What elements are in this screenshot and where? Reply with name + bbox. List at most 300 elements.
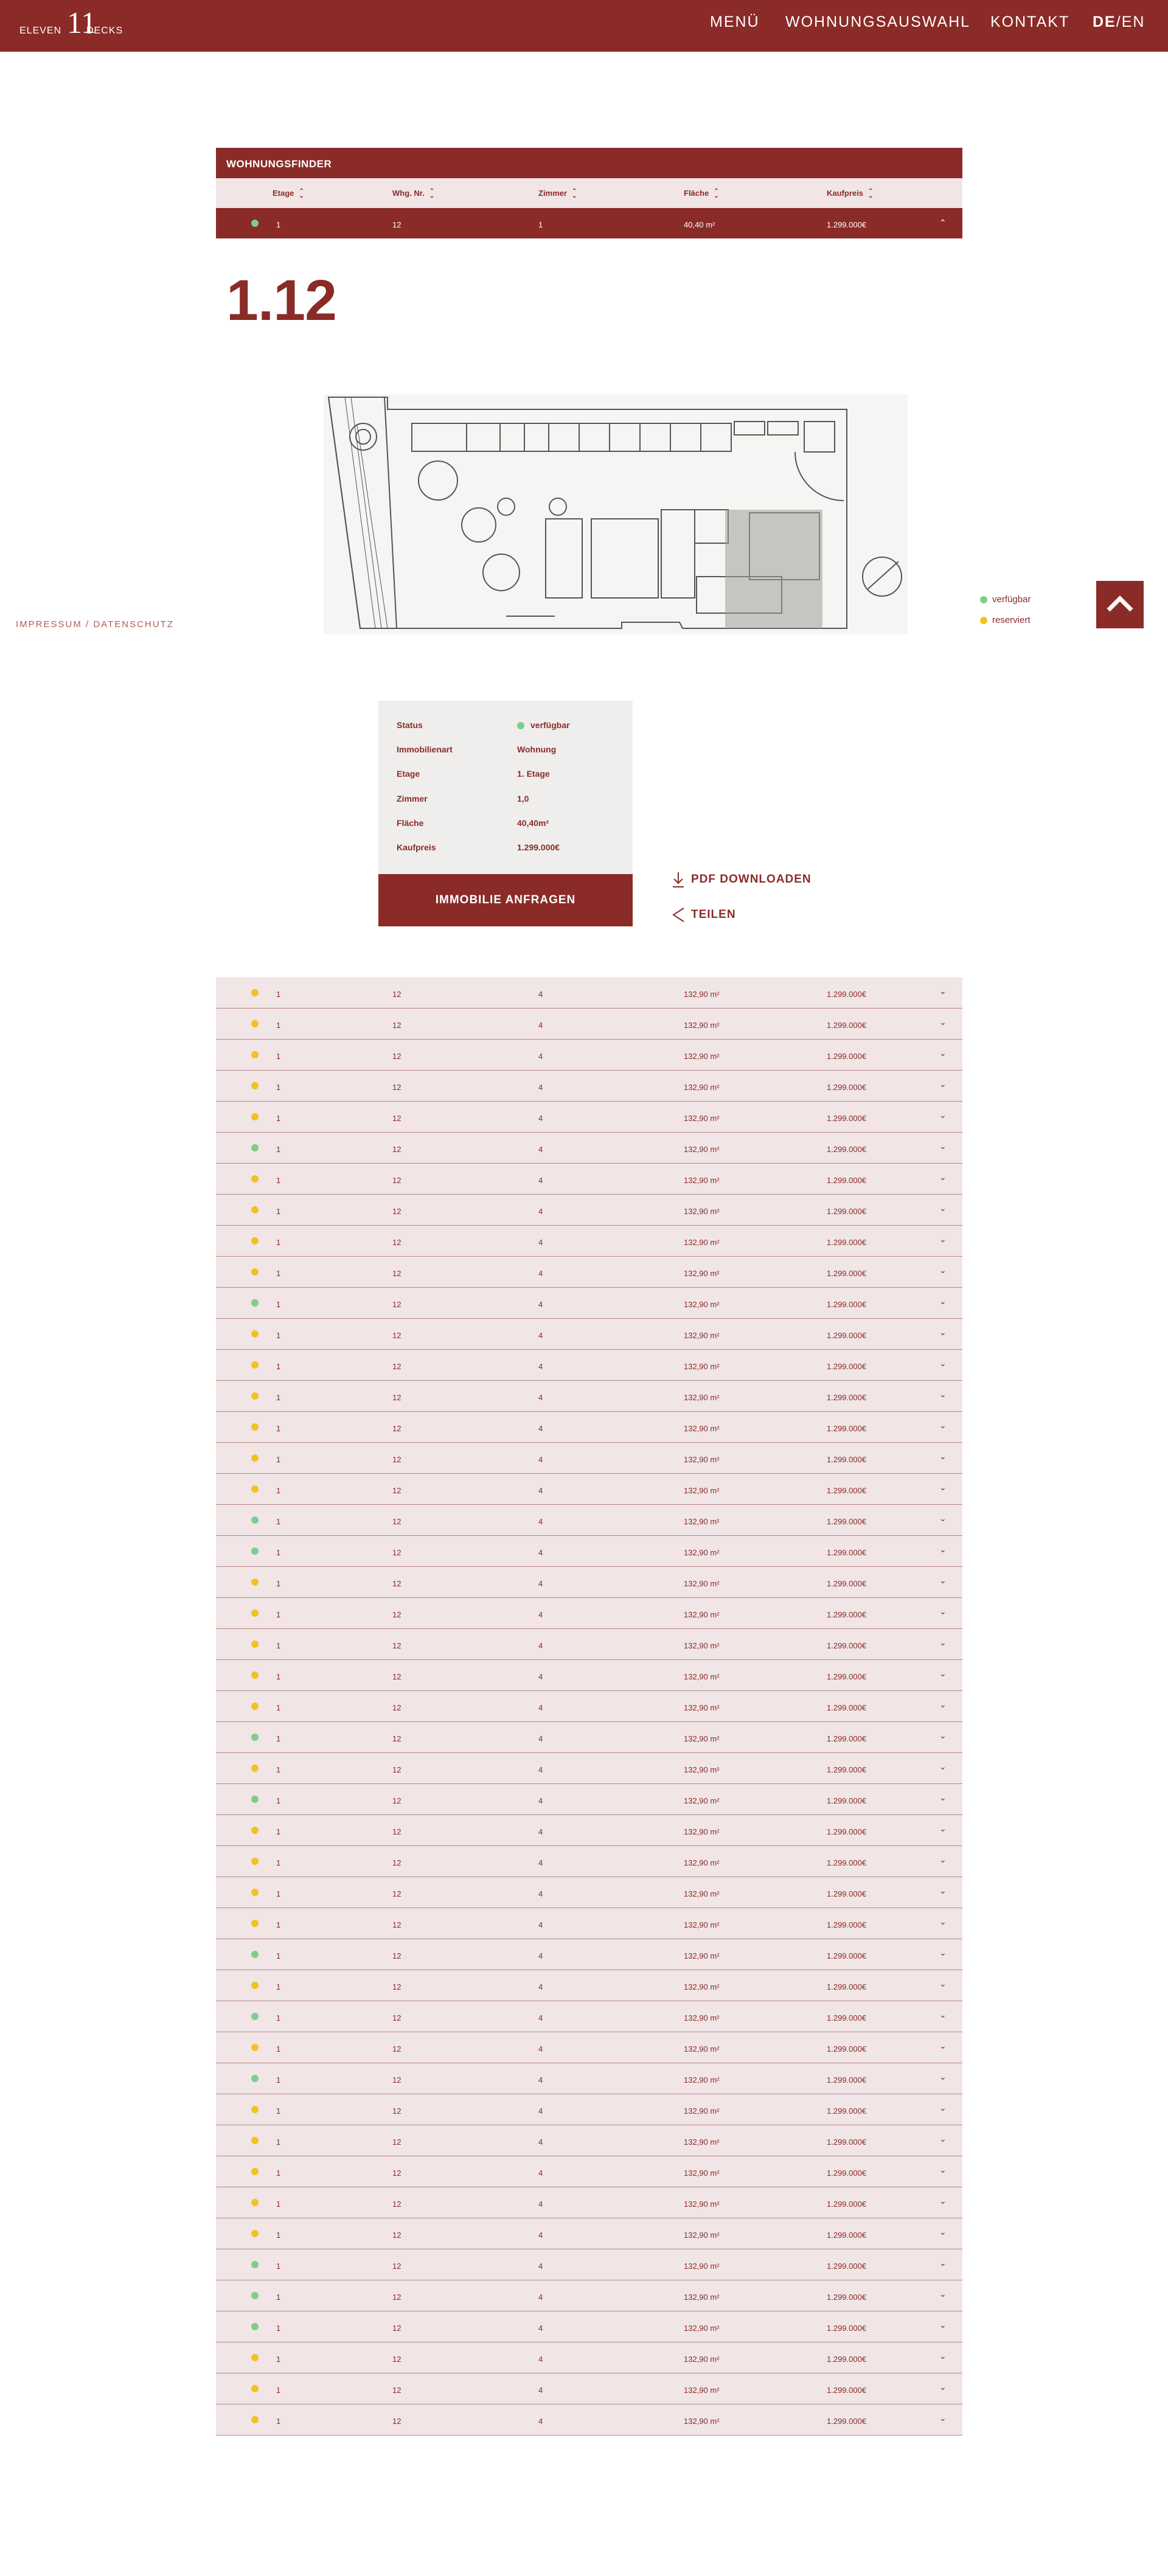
chevron-down-icon[interactable]: ⌄ — [939, 2196, 947, 2206]
sort-zimmer-header[interactable] — [538, 189, 577, 199]
cell-whg: 12 — [392, 1982, 401, 1991]
scroll-to-top-button[interactable] — [1096, 581, 1144, 628]
cell-etage: 1 — [276, 1083, 281, 1092]
cell-flaeche: 132,90 m² — [684, 1052, 720, 1061]
chevron-down-icon[interactable]: ⌄ — [939, 1886, 947, 1895]
chevron-down-icon[interactable]: ⌄ — [939, 1793, 947, 1802]
cell-preis: 1.299.000€ — [827, 1362, 867, 1371]
table-row[interactable] — [216, 2063, 962, 2094]
table-row[interactable] — [216, 1040, 962, 1071]
table-row[interactable] — [216, 1071, 962, 1102]
status-dot-reserved — [251, 1392, 259, 1400]
cell-zimmer: 4 — [538, 1827, 543, 1836]
cell-preis: 1.299.000€ — [827, 2044, 867, 2054]
cell-zimmer: 4 — [538, 1703, 543, 1712]
cell-flaeche: 132,90 m² — [684, 1021, 720, 1030]
cell-etage: 1 — [276, 1362, 281, 1371]
table-row[interactable] — [216, 2311, 962, 2342]
cell-whg: 12 — [392, 1734, 401, 1743]
chevron-down-icon[interactable]: ⌄ — [939, 1451, 947, 1461]
cell-flaeche: 132,90 m² — [684, 1238, 720, 1247]
chevron-down-icon[interactable]: ⌄ — [939, 1017, 947, 1027]
cell-flaeche: 132,90 m² — [684, 2386, 720, 2395]
table-row[interactable] — [216, 1195, 962, 1226]
table-row[interactable] — [216, 1381, 962, 1412]
cell-preis: 1.299.000€ — [827, 2013, 867, 2022]
cell-etage: 1 — [276, 1238, 281, 1247]
cell-zimmer: 4 — [538, 1982, 543, 1991]
nav-kontakt-link[interactable]: KONTAKT — [990, 13, 1070, 30]
legend-dot-available — [980, 596, 987, 603]
logo[interactable] — [18, 5, 140, 41]
cell-preis: 1.299.000€ — [827, 2137, 867, 2147]
cell-zimmer: 4 — [538, 1486, 543, 1495]
chevron-down-icon[interactable]: ⌄ — [939, 2010, 947, 2019]
cell-etage: 1 — [276, 1889, 281, 1898]
chevron-down-icon[interactable]: ⌄ — [939, 1544, 947, 1554]
cell-zimmer: 4 — [538, 2355, 543, 2364]
status-text: verfügbar — [530, 720, 570, 730]
cell-preis: 1.299.000€ — [827, 1827, 867, 1836]
status-dot-reserved — [251, 2230, 259, 2237]
cell-zimmer: 4 — [538, 1455, 543, 1464]
chevron-down-icon[interactable]: ⌄ — [939, 2382, 947, 2392]
status-dot-available — [251, 1547, 259, 1555]
pdf-download-label: PDF DOWNLOADEN — [691, 873, 812, 886]
cell-flaeche: 132,90 m² — [684, 1920, 720, 1929]
chevron-down-icon[interactable]: ⌄ — [939, 2165, 947, 2175]
chevron-down-icon[interactable]: ⌄ — [939, 2413, 947, 2423]
status-dot-reserved — [251, 1206, 259, 1213]
chevron-down-icon[interactable]: ⌄ — [939, 1917, 947, 1926]
table-row[interactable] — [216, 977, 962, 1009]
table-row[interactable] — [216, 1288, 962, 1319]
table-row[interactable] — [216, 1939, 962, 1970]
status-dot-available — [251, 220, 259, 227]
cell-zimmer: 4 — [538, 1207, 543, 1216]
cell-zimmer: 4 — [538, 2106, 543, 2116]
cell-etage: 1 — [276, 2417, 281, 2426]
floor-plan-image — [324, 394, 908, 634]
chevron-down-icon[interactable]: ⌄ — [939, 2134, 947, 2144]
status-dot-reserved — [251, 2044, 259, 2051]
table-row[interactable] — [216, 1846, 962, 1877]
table-row[interactable] — [216, 1226, 962, 1257]
cell-whg: 12 — [392, 1269, 401, 1278]
table-row[interactable] — [216, 1474, 962, 1505]
table-row[interactable] — [216, 1784, 962, 1815]
legend-label: reserviert — [992, 615, 1031, 625]
cell-preis: 1.299.000€ — [827, 1796, 867, 1805]
cell-flaeche: 132,90 m² — [684, 1610, 720, 1619]
cell-etage: 1 — [276, 2262, 281, 2271]
table-row[interactable] — [216, 2001, 962, 2032]
cell-etage: 1 — [276, 1579, 281, 1588]
cell-etage: 1 — [276, 2324, 281, 2333]
table-row[interactable] — [216, 1102, 962, 1133]
cell-etage: 1 — [276, 1114, 281, 1123]
share-link[interactable] — [672, 906, 736, 923]
cell-preis: 1.299.000€ — [827, 1641, 867, 1650]
table-row[interactable] — [216, 2032, 962, 2063]
cell-zimmer: 4 — [538, 2262, 543, 2271]
cell-preis: 1.299.000€ — [827, 1703, 867, 1712]
status-dot-reserved — [251, 1982, 259, 1989]
chevron-down-icon[interactable]: ⌄ — [939, 2320, 947, 2330]
chevron-down-icon[interactable]: ⌄ — [939, 1575, 947, 1585]
logo-word-left: ELEVEN — [19, 26, 62, 36]
cell-flaeche: 132,90 m² — [684, 1765, 720, 1774]
cell-whg: 12 — [392, 2293, 401, 2302]
cell-whg: 12 — [392, 2231, 401, 2240]
info-value: Wohnung — [517, 745, 557, 754]
logo-word-right: DECKS — [86, 26, 123, 36]
cell-preis: 1.299.000€ — [827, 1424, 867, 1433]
cell-etage: 1 — [276, 2075, 281, 2085]
cell-etage: 1 — [276, 1951, 281, 1960]
cell-etage: 1 — [276, 1920, 281, 1929]
table-row[interactable] — [216, 2094, 962, 2125]
info-value: 1. Etage — [517, 769, 550, 779]
chevron-down-icon[interactable]: ⌄ — [939, 1637, 947, 1647]
sort-arrows-icon: ⌃ ⌄ — [299, 187, 304, 200]
status-dot-available — [251, 1796, 259, 1803]
status-dot-reserved — [251, 1485, 259, 1493]
table-row[interactable] — [216, 2218, 962, 2249]
chevron-down-icon[interactable]: ⌄ — [939, 2103, 947, 2113]
cell-whg: 12 — [392, 1579, 401, 1588]
chevron-down-icon[interactable]: ⌄ — [939, 2072, 947, 2081]
cell-etage: 1 — [276, 1982, 281, 1991]
cell-zimmer: 4 — [538, 1951, 543, 1960]
status-dot-reserved — [251, 1423, 259, 1431]
cell-whg: 12 — [392, 1393, 401, 1402]
cell-zimmer: 4 — [538, 1083, 543, 1092]
table-row[interactable] — [216, 1722, 962, 1753]
chevron-up-icon[interactable]: ⌃ — [939, 218, 947, 227]
cell-preis: 1.299.000€ — [827, 1765, 867, 1774]
chevron-down-icon[interactable]: ⌄ — [939, 1979, 947, 1988]
cell-whg: 12 — [392, 1548, 401, 1557]
table-row[interactable] — [216, 2280, 962, 2311]
cell-whg: 12 — [392, 1796, 401, 1805]
cell-preis: 1.299.000€ — [827, 1176, 867, 1185]
cell-zimmer: 4 — [538, 2293, 543, 2302]
chevron-down-icon[interactable]: ⌄ — [939, 1358, 947, 1368]
status-dot-reserved — [251, 1858, 259, 1865]
cell-flaeche: 132,90 m² — [684, 1207, 720, 1216]
cell-preis: 1.299.000€ — [827, 1114, 867, 1123]
cell-flaeche: 132,90 m² — [684, 2262, 720, 2271]
chevron-down-icon[interactable]: ⌄ — [939, 1482, 947, 1492]
cell-preis: 1.299.000€ — [827, 1517, 867, 1526]
table-row[interactable] — [216, 1505, 962, 1536]
cell-zimmer: 4 — [538, 1300, 543, 1309]
legend-dot-reserved — [980, 617, 987, 624]
table-row[interactable] — [216, 2249, 962, 2280]
table-row[interactable] — [216, 1443, 962, 1474]
cell-preis: 1.299.000€ — [827, 1052, 867, 1061]
chevron-down-icon[interactable]: ⌄ — [939, 2289, 947, 2299]
cell-flaeche: 132,90 m² — [684, 1424, 720, 1433]
cell-etage: 1 — [276, 220, 281, 229]
sort-arrows-icon: ⌃ ⌄ — [867, 187, 874, 200]
cell-flaeche: 132,90 m² — [684, 2355, 720, 2364]
chevron-down-icon[interactable]: ⌄ — [939, 1855, 947, 1864]
cell-preis: 1.299.000€ — [827, 2168, 867, 2178]
chevron-down-icon[interactable]: ⌄ — [939, 1513, 947, 1523]
status-dot-reserved — [251, 2416, 259, 2423]
cell-whg: 12 — [392, 2168, 401, 2178]
status-dot-reserved — [251, 989, 259, 996]
status-dot-reserved — [251, 2199, 259, 2206]
cell-etage: 1 — [276, 1610, 281, 1619]
column-label: Etage — [273, 189, 294, 198]
chevron-down-icon[interactable]: ⌄ — [939, 1110, 947, 1120]
cell-whg: 12 — [392, 1610, 401, 1619]
cell-etage: 1 — [276, 1734, 281, 1743]
chevron-down-icon[interactable]: ⌄ — [939, 1731, 947, 1740]
table-row[interactable] — [216, 1908, 962, 1939]
cell-flaeche: 132,90 m² — [684, 1982, 720, 1991]
cell-etage: 1 — [276, 1517, 281, 1526]
status-dot-reserved — [251, 2137, 259, 2144]
cell-flaeche: 132,90 m² — [684, 1269, 720, 1278]
cell-etage: 1 — [276, 1486, 281, 1495]
table-row[interactable] — [216, 1629, 962, 1660]
cell-etage: 1 — [276, 2293, 281, 2302]
info-value — [517, 720, 570, 730]
status-dot-available — [251, 1516, 259, 1524]
cell-whg: 12 — [392, 2075, 401, 2085]
cell-zimmer: 4 — [538, 2324, 543, 2333]
cell-flaeche: 132,90 m² — [684, 1455, 720, 1464]
chevron-down-icon[interactable]: ⌄ — [939, 1141, 947, 1151]
table-row[interactable] — [216, 1753, 962, 1784]
sort-flaeche-header[interactable] — [684, 189, 719, 199]
cell-etage: 1 — [276, 2168, 281, 2178]
cell-flaeche: 132,90 m² — [684, 1517, 720, 1526]
table-row[interactable] — [216, 1133, 962, 1164]
status-dot-reserved — [251, 1020, 259, 1027]
chevron-down-icon[interactable]: ⌄ — [939, 1048, 947, 1058]
cell-preis: 1.299.000€ — [827, 2417, 867, 2426]
cell-whg: 12 — [392, 2386, 401, 2395]
chevron-down-icon[interactable]: ⌄ — [939, 1203, 947, 1213]
cell-whg: 12 — [392, 1703, 401, 1712]
share-label: TEILEN — [691, 908, 736, 922]
cell-etage: 1 — [276, 990, 281, 999]
legend-label: verfügbar — [992, 594, 1031, 605]
status-dot-reserved — [251, 2354, 259, 2361]
wohnungsfinder-title: WOHNUNGSFINDER — [216, 148, 962, 178]
status-dot-available — [251, 2075, 259, 2082]
cell-etage: 1 — [276, 2355, 281, 2364]
cell-zimmer: 4 — [538, 1362, 543, 1371]
status-dot-reserved — [251, 1113, 259, 1120]
cell-zimmer: 4 — [538, 2417, 543, 2426]
chevron-up-icon — [1096, 581, 1144, 628]
cell-etage: 1 — [276, 1455, 281, 1464]
cell-flaeche: 132,90 m² — [684, 2106, 720, 2116]
cell-whg: 12 — [392, 2013, 401, 2022]
table-row[interactable] — [216, 1970, 962, 2001]
legend-reserved — [980, 615, 1031, 625]
table-row[interactable] — [216, 2125, 962, 2156]
cell-preis: 1.299.000€ — [827, 1610, 867, 1619]
status-dot-reserved — [251, 1051, 259, 1058]
cell-whg: 12 — [392, 1145, 401, 1154]
cell-whg: 12 — [392, 1455, 401, 1464]
cell-preis: 1.299.000€ — [827, 1548, 867, 1557]
chevron-down-icon[interactable]: ⌄ — [939, 1265, 947, 1275]
chevron-down-icon[interactable]: ⌄ — [939, 1762, 947, 1771]
table-row[interactable] — [216, 2342, 962, 2373]
cell-flaeche: 132,90 m² — [684, 1114, 720, 1123]
cell-preis: 1.299.000€ — [827, 220, 867, 229]
cell-whg: 12 — [392, 2417, 401, 2426]
table-row[interactable] — [216, 1567, 962, 1598]
chevron-down-icon[interactable]: ⌄ — [939, 2258, 947, 2268]
cell-etage: 1 — [276, 2199, 281, 2209]
status-dot-reserved — [251, 1765, 259, 1772]
status-dot-reserved — [251, 1827, 259, 1834]
cell-preis: 1.299.000€ — [827, 1486, 867, 1495]
chevron-down-icon[interactable]: ⌄ — [939, 1327, 947, 1337]
cell-zimmer: 4 — [538, 1331, 543, 1340]
cell-etage: 1 — [276, 2106, 281, 2116]
pdf-download-link[interactable] — [672, 871, 812, 888]
cell-whg: 12 — [392, 1021, 401, 1030]
chevron-down-icon[interactable]: ⌄ — [939, 1606, 947, 1616]
chevron-down-icon[interactable]: ⌄ — [939, 1172, 947, 1182]
cell-flaeche: 132,90 m² — [684, 2044, 720, 2054]
cell-flaeche: 132,90 m² — [684, 1672, 720, 1681]
lang-en-link[interactable]: EN — [1121, 13, 1145, 30]
cell-whg: 12 — [392, 1207, 401, 1216]
cell-preis: 1.299.000€ — [827, 1672, 867, 1681]
cell-etage: 1 — [276, 2386, 281, 2395]
chevron-down-icon[interactable]: ⌄ — [939, 2351, 947, 2361]
info-value: 40,40m² — [517, 818, 549, 828]
chevron-down-icon[interactable]: ⌄ — [939, 1079, 947, 1089]
cell-etage: 1 — [276, 1300, 281, 1309]
sort-kaufpreis-header[interactable] — [827, 189, 873, 199]
status-dot-reserved — [251, 1640, 259, 1648]
chevron-down-icon[interactable]: ⌄ — [939, 1234, 947, 1244]
cell-flaeche: 132,90 m² — [684, 2013, 720, 2022]
table-row-active[interactable] — [216, 208, 962, 238]
sort-etage-header[interactable] — [273, 189, 304, 199]
cell-preis: 1.299.000€ — [827, 1269, 867, 1278]
table-row[interactable] — [216, 1536, 962, 1567]
sort-arrows-icon: ⌃ ⌄ — [714, 187, 719, 200]
cell-zimmer: 4 — [538, 1734, 543, 1743]
cell-preis: 1.299.000€ — [827, 1920, 867, 1929]
table-row[interactable] — [216, 1691, 962, 1722]
table-row[interactable] — [216, 2373, 962, 2404]
cell-flaeche: 132,90 m² — [684, 1641, 720, 1650]
cell-zimmer: 4 — [538, 2075, 543, 2085]
table-row[interactable] — [216, 1164, 962, 1195]
chevron-down-icon[interactable]: ⌄ — [939, 1699, 947, 1709]
cell-zimmer: 4 — [538, 1393, 543, 1402]
status-dot-reserved — [251, 2168, 259, 2175]
chevron-down-icon[interactable]: ⌄ — [939, 2227, 947, 2237]
cell-etage: 1 — [276, 1145, 281, 1154]
cell-preis: 1.299.000€ — [827, 2231, 867, 2240]
cell-preis: 1.299.000€ — [827, 1021, 867, 1030]
logo-number: 11 — [67, 5, 97, 40]
lang-de-link[interactable]: DE — [1093, 13, 1116, 30]
cell-preis: 1.299.000€ — [827, 2293, 867, 2302]
table-row[interactable] — [216, 2187, 962, 2218]
table-row[interactable] — [216, 1350, 962, 1381]
chevron-down-icon[interactable]: ⌄ — [939, 1389, 947, 1399]
table-row[interactable] — [216, 1319, 962, 1350]
table-row[interactable] — [216, 1877, 962, 1908]
table-row[interactable] — [216, 2156, 962, 2187]
nav-wohnungsauswahl-link[interactable]: WOHNUNGSAUSWAHL — [785, 13, 971, 30]
cell-flaeche: 132,90 m² — [684, 2417, 720, 2426]
cell-flaeche: 132,90 m² — [684, 1827, 720, 1836]
cell-etage: 1 — [276, 1765, 281, 1774]
chevron-down-icon[interactable]: ⌄ — [939, 986, 947, 996]
cell-whg: 12 — [392, 220, 401, 229]
chevron-down-icon[interactable]: ⌄ — [939, 2041, 947, 2050]
sort-whg-header[interactable] — [392, 189, 434, 199]
table-row[interactable] — [216, 1009, 962, 1040]
cell-whg: 12 — [392, 2355, 401, 2364]
status-dot-reserved — [251, 1889, 259, 1896]
status-dot-available — [251, 1734, 259, 1741]
cell-zimmer: 4 — [538, 1052, 543, 1061]
status-dot-available — [251, 2323, 259, 2330]
cell-preis: 1.299.000€ — [827, 1579, 867, 1588]
chevron-down-icon[interactable]: ⌄ — [939, 1948, 947, 1957]
cell-etage: 1 — [276, 1176, 281, 1185]
cell-zimmer: 4 — [538, 1176, 543, 1185]
cell-zimmer: 4 — [538, 1858, 543, 1867]
cell-etage: 1 — [276, 1548, 281, 1557]
chevron-down-icon[interactable]: ⌄ — [939, 1824, 947, 1833]
chevron-down-icon[interactable]: ⌄ — [939, 1668, 947, 1678]
cell-preis: 1.299.000€ — [827, 1238, 867, 1247]
table-row[interactable] — [216, 1660, 962, 1691]
nav-menu-link[interactable]: MENÜ — [710, 13, 760, 30]
cell-whg: 12 — [392, 2262, 401, 2271]
cell-whg: 12 — [392, 1362, 401, 1371]
status-dot-available — [517, 722, 524, 729]
cell-zimmer: 4 — [538, 1889, 543, 1898]
table-row[interactable] — [216, 1815, 962, 1846]
cell-zimmer: 4 — [538, 1021, 543, 1030]
cell-flaeche: 132,90 m² — [684, 2137, 720, 2147]
column-label: Zimmer — [538, 189, 567, 198]
immobilie-anfragen-button[interactable]: IMMOBILIE ANFRAGEN — [378, 874, 633, 926]
impressum-datenschutz-link[interactable]: IMPRESSUM / DATENSCHUTZ — [16, 619, 174, 630]
cell-preis: 1.299.000€ — [827, 1734, 867, 1743]
cell-preis: 1.299.000€ — [827, 1331, 867, 1340]
table-row[interactable] — [216, 1412, 962, 1443]
table-row[interactable] — [216, 1257, 962, 1288]
chevron-down-icon[interactable]: ⌄ — [939, 1296, 947, 1306]
status-dot-reserved — [251, 2106, 259, 2113]
chevron-down-icon[interactable]: ⌄ — [939, 1420, 947, 1430]
table-row[interactable] — [216, 2404, 962, 2435]
cell-etage: 1 — [276, 1641, 281, 1650]
table-row[interactable] — [216, 1598, 962, 1629]
